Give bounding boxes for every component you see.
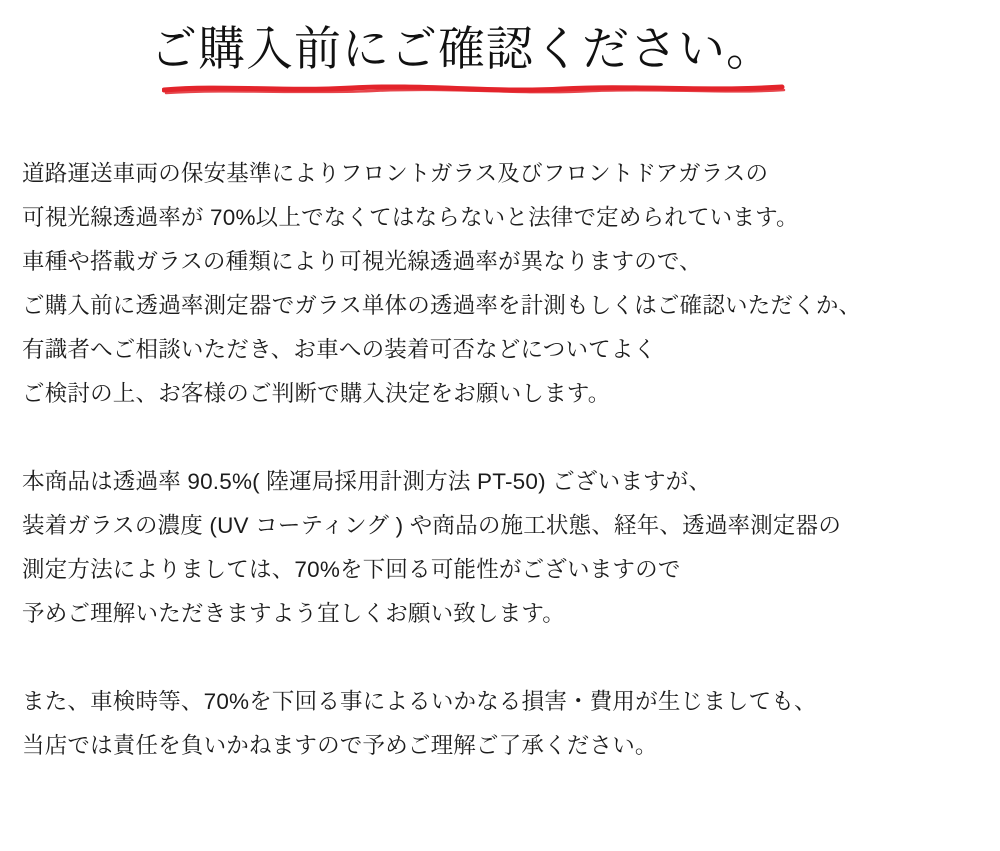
paragraph-line: 有識者へご相談いただき、お車への装着可否などについてよく [22, 337, 657, 362]
paragraph-line: 当店では責任を負いかねますので予めご理解ご了承ください。 [22, 733, 658, 758]
paragraph-line: 予めご理解いただきますよう宜しくお願い致します。 [22, 601, 566, 626]
paragraph-liability-notice [22, 680, 972, 768]
paragraph-line: 車種や搭載ガラスの種類により可視光線透過率が異なりますので、 [22, 249, 702, 274]
paragraph-line: また、車検時等、70%を下回る事によるいかなる損害・費用が生じましても、 [22, 689, 817, 714]
page-title: ご購入前にご確認ください。 [150, 22, 774, 75]
paragraph-line: 本商品は透過率 90.5%( 陸運局採用計測方法 PT-50) ございますが、 [22, 469, 712, 494]
body-block [22, 152, 972, 768]
paragraph-legal-notice [22, 152, 972, 416]
paragraph-line: 測定方法によりましては、70%を下回る可能性がございますので [22, 557, 681, 582]
paragraph-line: ご購入前に透過率測定器でガラス単体の透過率を計測もしくはご確認いただくか、 [22, 293, 862, 318]
paragraph-line: 可視光線透過率が 70%以上でなくてはならないと法律で定められています。 [22, 205, 799, 230]
title-block [150, 22, 850, 96]
paragraph-line: 道路運送車両の保安基準によりフロントガラス及びフロントドアガラスの [22, 161, 769, 186]
paragraph-product-spec [22, 460, 972, 636]
title-underline [162, 82, 802, 96]
paragraph-line: ご検討の上、お客様のご判断で購入決定をお願いします。 [22, 381, 611, 406]
paragraph-line: 装着ガラスの濃度 (UV コーティング ) や商品の施工状態、経年、透過率測定器の [22, 513, 842, 538]
